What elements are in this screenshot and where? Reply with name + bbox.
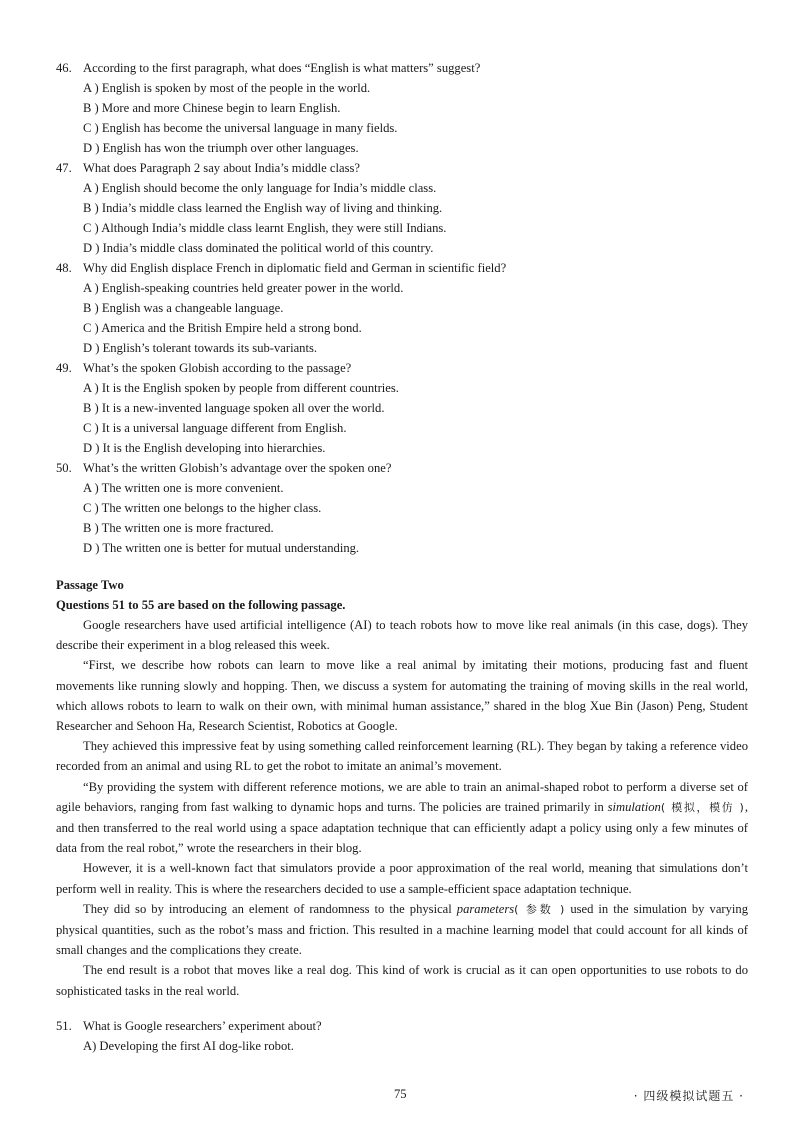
paragraph-1: Google researchers have used artificial intelligence (AI) to teach robots how to move like real animals (in this case, dogs). They describe their experiment in a blog released this week. <box>56 618 748 653</box>
paragraph-6-part-a: They did so by introducing an element of randomness to the physical <box>83 901 457 916</box>
paragraph-2: “First, we describe how robots can learn to move like a real animal by imitating their motions, producing fast and fluent movements like running slowly and hopping. Then, we discuss a system for automating the training of moving skills in the real world, which allows robots to learn to walk on their own, with minimal human assistance,” shared in the blog Xue Bin (Jason) Peng, Student Researcher and Sehoon Ha, Research Scientist, Robotics at Google. <box>56 658 748 734</box>
option-a: A ) English is spoken by most of the people in the world. <box>83 81 371 95</box>
question-50 <box>56 458 748 478</box>
option-c: C ) It is a universal language different from English. <box>83 421 347 435</box>
question-stem: What’s the written Globish’s advantage over the spoken one? <box>83 461 392 475</box>
paragraph-6-part-b: used in the simulation by varying physical quantities, such as the robot’s mass and friction. This resulted in a machine learning model that could account for all kinds of small changes and the complications they create. <box>56 901 748 958</box>
question-number: 49. <box>56 361 72 375</box>
option-c: C ) English has become the universal language in many fields. <box>83 121 398 135</box>
question-49 <box>56 358 748 378</box>
option-d: D ) It is the English developing into hierarchies. <box>83 441 326 455</box>
question-stem: Why did English displace French in diplomatic field and German in scientific field? <box>83 261 507 275</box>
paragraph-3: They achieved this impressive feat by using something called reinforcement learning (RL). They began by taking a reference video recorded from an animal and using RL to get the robot to imitate an animal’s movement. <box>56 739 748 774</box>
question-stem: What’s the spoken Globish according to the passage? <box>83 361 352 375</box>
question-stem: According to the first paragraph, what does “English is what matters” suggest? <box>83 61 481 75</box>
option-a: A ) The written one is more convenient. <box>83 481 284 495</box>
paragraph-4 <box>56 777 748 859</box>
paragraph-6 <box>56 899 748 961</box>
option-b: B ) More and more Chinese begin to learn English. <box>83 101 341 115</box>
page-footer <box>0 1087 800 1107</box>
question-47 <box>56 158 748 178</box>
option-b: B ) India’s middle class learned the English way of living and thinking. <box>83 201 443 215</box>
paragraph-5: However, it is a well-known fact that simulators provide a poor approximation of the real world, meaning that simulations don’t perform well in reality. This is where the researchers decided to use a sample-efficient space adaptation technique. <box>56 861 748 896</box>
question-number: 50. <box>56 461 72 475</box>
question-48 <box>56 258 748 278</box>
option-a: A ) It is the English spoken by people from different countries. <box>83 381 399 395</box>
paragraph-4-part-b: , and then transferred to the real world using a space adaptation technique that can efficiently adapt a policy using only a few minutes of data from the real robot,” wrote the researchers in their blog. <box>56 799 748 856</box>
question-51 <box>56 1016 748 1036</box>
question-stem: What does Paragraph 2 say about India’s middle class? <box>83 161 360 175</box>
glossary-term-simulation: simulation <box>607 799 661 814</box>
passage-title: Passage Two <box>56 578 124 592</box>
option-a: A ) English-speaking countries held greater power in the world. <box>83 281 404 295</box>
page-number: 75 <box>394 1087 407 1101</box>
option-b: B ) The written one is more fractured. <box>83 521 274 535</box>
option-a: A) Developing the first AI dog-like robot. <box>83 1038 294 1053</box>
paragraph-7: The end result is a robot that moves like a real dog. This kind of work is crucial as it can open opportunities to use robots to do sophisticated tasks in the real world. <box>56 963 748 998</box>
option-d: D ) English’s tolerant towards its sub-variants. <box>83 341 317 355</box>
option-d: D ) India’s middle class dominated the political world of this country. <box>83 241 434 255</box>
glossary-gloss: ( 参数 ) <box>514 902 566 916</box>
option-d: D ) English has won the triumph over other languages. <box>83 141 359 155</box>
option-a: A ) English should become the only language for India’s middle class. <box>83 181 437 195</box>
question-number: 48. <box>56 261 72 275</box>
exam-page <box>56 58 748 1056</box>
question-number: 47. <box>56 161 72 175</box>
option-d: D ) The written one is better for mutual understanding. <box>83 541 360 555</box>
question-stem: What is Google researchers’ experiment about? <box>83 1018 322 1033</box>
option-c: C ) The written one belongs to the higher class. <box>83 501 322 515</box>
option-b: B ) English was a changeable language. <box>83 301 284 315</box>
option-c: C ) Although India’s middle class learnt English, they were still Indians. <box>83 221 447 235</box>
question-number: 46. <box>56 61 72 75</box>
question-46 <box>56 58 748 78</box>
question-number: 51. <box>56 1018 72 1033</box>
option-b: B ) It is a new-invented language spoken all over the world. <box>83 401 385 415</box>
paragraph-4-part-a: “By providing the system with different reference motions, we are able to train an animal-shaped robot to perform a diverse set of agile behaviors, ranging from fast walking to dynamic hops and turns. The policies are trained primarily in <box>56 779 748 814</box>
passage-instruction: Questions 51 to 55 are based on the following passage. <box>56 598 346 612</box>
glossary-gloss: ( 模拟，模仿 ) <box>660 800 745 814</box>
running-title: · 四级模拟试题五 · <box>633 1089 744 1103</box>
option-c: C ) America and the British Empire held a strong bond. <box>83 321 362 335</box>
glossary-term-parameters: parameters <box>456 901 515 916</box>
